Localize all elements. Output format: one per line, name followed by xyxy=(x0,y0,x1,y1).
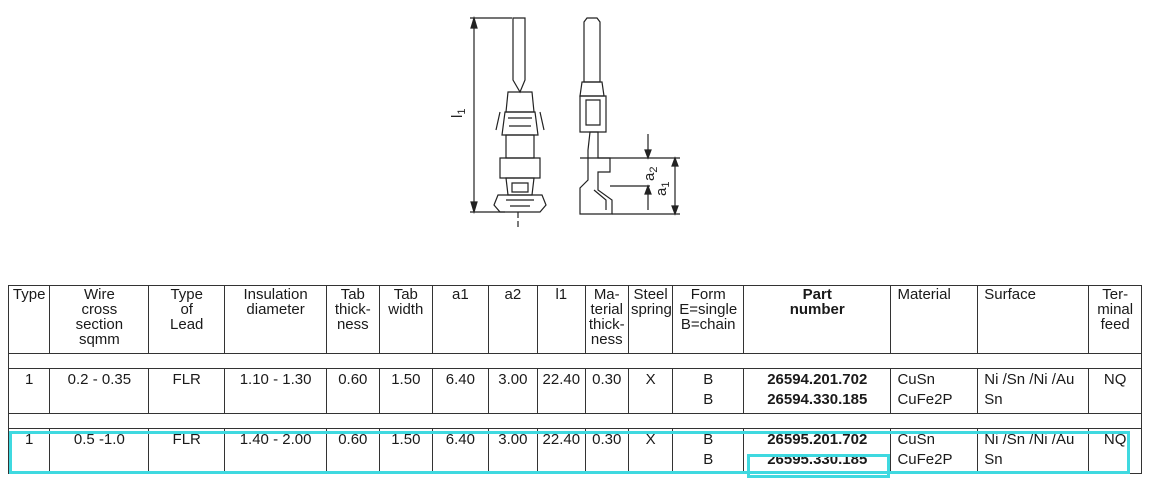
cell-material: CuSn CuFe2P xyxy=(891,429,978,474)
spacer-row xyxy=(9,354,1142,369)
cell-type: 1 xyxy=(9,369,50,414)
col-header-surface: Surface xyxy=(978,286,1089,354)
part-number-highlight-box xyxy=(747,454,890,478)
cell-a1: 6.40 xyxy=(433,429,489,474)
cell-form: B B xyxy=(673,429,744,474)
a2-label: $a_2$ xyxy=(641,166,660,181)
cell-form: B B xyxy=(673,369,744,414)
col-header-form: Form E=single B=chain xyxy=(673,286,744,354)
col-header-steel-spring: Steel spring xyxy=(628,286,672,354)
spacer-row xyxy=(9,414,1142,429)
col-header-material: Material xyxy=(891,286,978,354)
row-highlight-box xyxy=(9,431,1130,474)
cell-wire: 0.5 -1.0 xyxy=(50,429,149,474)
cell-l1: 22.40 xyxy=(538,429,585,474)
col-header-insulation: Insulation diameter xyxy=(225,286,327,354)
col-header-wire: Wire cross section sqmm xyxy=(50,286,149,354)
cell-tab-width: 1.50 xyxy=(379,369,433,414)
cell-a2: 3.00 xyxy=(488,369,537,414)
cell-tab-thickness: 0.60 xyxy=(327,369,380,414)
cell-l1: 22.40 xyxy=(538,369,585,414)
col-header-l1: l1 xyxy=(538,286,585,354)
cell-part-number: 26595.201.702 26595.330.185 xyxy=(744,429,891,474)
cell-terminal-feed: NQ xyxy=(1089,429,1142,474)
a1-dimension xyxy=(672,158,678,214)
cell-steel-spring: X xyxy=(628,369,672,414)
col-header-terminal-feed: Ter- minal feed xyxy=(1089,286,1142,354)
cell-tab-thickness: 0.60 xyxy=(327,429,380,474)
cell-a2: 3.00 xyxy=(488,429,537,474)
cell-tab-width: 1.50 xyxy=(379,429,433,474)
cell-surface: Ni /Sn /Ni /Au Sn xyxy=(978,429,1089,474)
l1-dimension xyxy=(470,18,512,212)
table-header-row xyxy=(9,286,1142,354)
col-header-tab-width: Tab width xyxy=(379,286,433,354)
col-header-tab-thickness: Tab thick- ness xyxy=(327,286,380,354)
front-view xyxy=(494,18,546,228)
col-header-material-thickness: Ma- terial thick- ness xyxy=(585,286,628,354)
cell-lead: FLR xyxy=(149,429,225,474)
contact-technical-drawing xyxy=(0,0,1151,240)
cell-material: CuSn CuFe2P xyxy=(891,369,978,414)
col-header-part-number: Part number xyxy=(744,286,891,354)
cell-a1: 6.40 xyxy=(433,369,489,414)
cell-type: 1 xyxy=(9,429,50,474)
col-header-a2: a2 xyxy=(488,286,537,354)
col-header-a1: a1 xyxy=(433,286,489,354)
cell-material-thickness: 0.30 xyxy=(585,429,628,474)
cell-insulation: 1.10 - 1.30 xyxy=(225,369,327,414)
col-header-type: Type xyxy=(9,286,50,354)
cell-insulation: 1.40 - 2.00 xyxy=(225,429,327,474)
cell-surface: Ni /Sn /Ni /Au Sn xyxy=(978,369,1089,414)
col-header-lead: Type of Lead xyxy=(149,286,225,354)
l1-label: $l_1$ xyxy=(449,108,468,118)
table-row xyxy=(9,369,1142,414)
cell-terminal-feed: NQ xyxy=(1089,369,1142,414)
cell-wire: 0.2 - 0.35 xyxy=(50,369,149,414)
a1-label: $a_1$ xyxy=(653,181,672,196)
cell-part-number: 26594.201.702 26594.330.185 xyxy=(744,369,891,414)
cell-material-thickness: 0.30 xyxy=(585,369,628,414)
cell-steel-spring: X xyxy=(628,429,672,474)
cell-lead: FLR xyxy=(149,369,225,414)
